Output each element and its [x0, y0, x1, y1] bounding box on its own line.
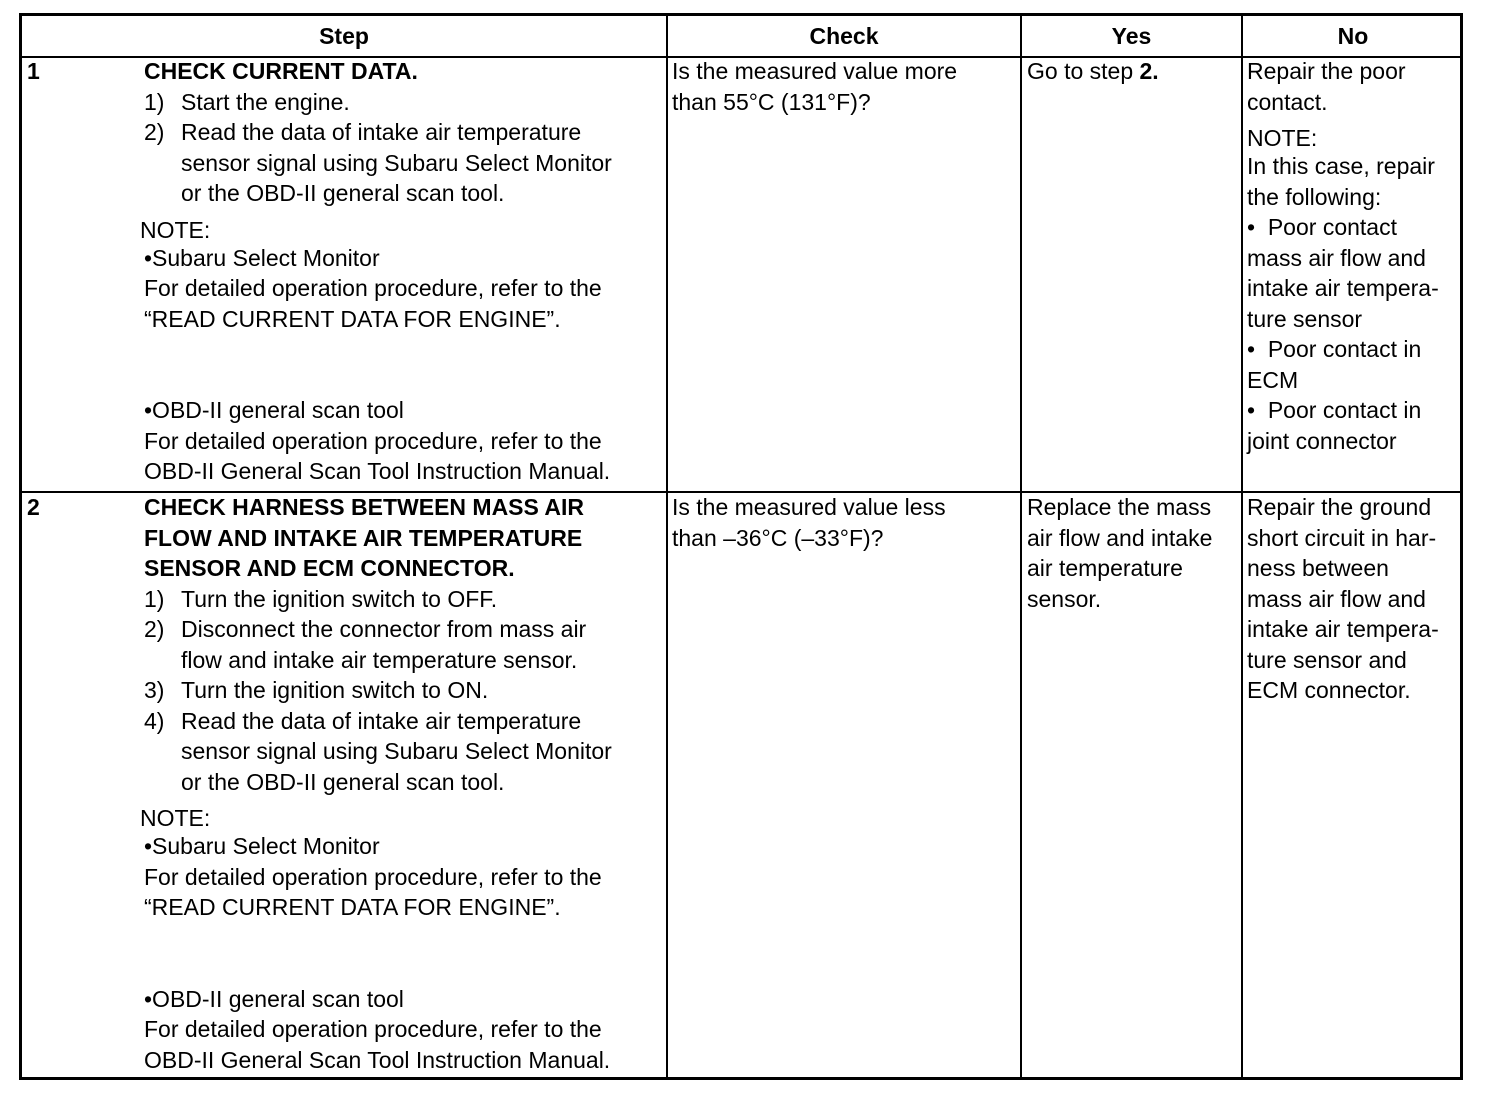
no-cell: Repair the ground short circuit in har- ness between mass air flow and intake air tempera- ture sensor and ECM connector. [1247, 494, 1439, 703]
check-cell: Is the measured value more than 55°C (131°F)? [672, 58, 958, 115]
column-divider [1241, 16, 1243, 1077]
column-divider [666, 16, 668, 1077]
procedure-item: 2) Read the data of intake air temperature [144, 119, 582, 145]
procedure-item: 4) Read the data of intake air temperature [144, 707, 582, 734]
note-label: NOTE: [140, 805, 211, 831]
bullet-item: • Poor contact in [1247, 397, 1422, 423]
step-number: 1 [27, 58, 40, 84]
step-title: CHECK CURRENT DATA. [144, 58, 418, 84]
header-check: Check [809, 23, 879, 49]
yes-cell: Go to step 2. [1027, 58, 1159, 84]
step-2-content: CHECK HARNESS BETWEEN MASS AIR FLOW AND INTAKE AIR TEMPERATURE SENSOR AND ECM CONNECTOR. 1) Turn the ignition switch to OFF. 2) Disconnect the connector from mass air flow and intake air temperature sensor. 3) Turn the ignition switch to ON. 4) Read the data of intake air temperature sensor signal using Subaru Select Monitor or the OBD-II general scan tool. NOTE: •Subaru Select Monitor For detailed operation procedure, refer to the “READ CURRENT DATA FOR ENGINE”. •OBD-II general scan tool For detailed operation procedure, refer to the OBD-II General Scan Tool Instruction Manual. [144, 492, 659, 1075]
step-1-content: CHECK CURRENT DATA. 1) Start the engine. 2) Read the data of intake air temperature sensor signal using Subaru Select Monitor or the OBD-II general scan tool. NOTE: •Subaru Select Monitor For detailed operation procedure, refer to the “READ CURRENT DATA FOR ENGINE”. •OBD-II general scan tool For detailed operation procedure, refer to the OBD-II General Scan Tool Instruction Manual. [144, 56, 659, 487]
step-reference: 2. [1139, 58, 1159, 84]
no-cell: Repair the poor contact. NOTE: In this case, repair the following: • Poor contact mass air flow and intake air tempera- ture sensor • Poor contact in ECM • Poor contact in joint connector [1247, 56, 1463, 456]
procedure-item: 1) Turn the ignition switch to OFF. [144, 585, 498, 612]
note-bullet: •OBD-II general scan tool [144, 397, 404, 423]
note-bullet: •OBD-II general scan tool [144, 985, 404, 1012]
header-no: No [1337, 23, 1369, 49]
step-title: CHECK HARNESS BETWEEN MASS AIR [144, 494, 585, 520]
step-number: 2 [27, 494, 40, 520]
header-yes: Yes [1111, 23, 1152, 49]
check-cell: Is the measured value less than –36°C (–33°F)? [672, 494, 946, 551]
note-bullet: •Subaru Select Monitor [144, 833, 380, 859]
procedure-item: 2) Disconnect the connector from mass air [144, 616, 587, 642]
procedure-item: 3) Turn the ignition switch to ON. [144, 677, 489, 703]
bullet-item: • Poor contact in [1247, 336, 1422, 362]
column-divider [1020, 16, 1022, 1077]
procedure-item: 1) Start the engine. [144, 88, 350, 115]
yes-cell: Replace the mass air flow and intake air temperature sensor. [1027, 494, 1213, 612]
diagnostic-table [19, 13, 1463, 1080]
note-bullet: •Subaru Select Monitor [144, 244, 380, 271]
header-step: Step [319, 23, 369, 49]
note-label: NOTE: [140, 216, 211, 243]
bullet-item: • Poor contact [1247, 214, 1397, 240]
note-label: NOTE: [1247, 125, 1318, 151]
